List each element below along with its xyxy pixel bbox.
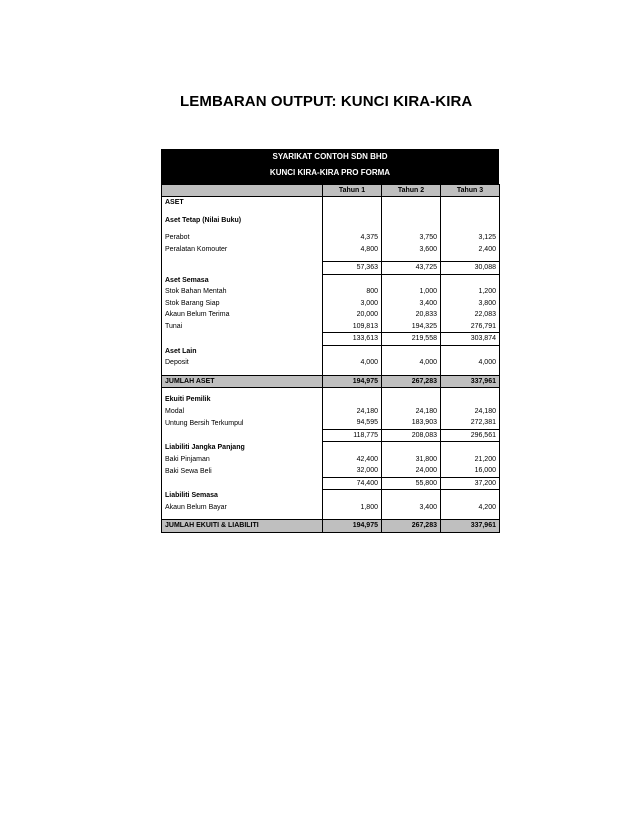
value-year-2: 3,400 — [382, 298, 441, 310]
line-item-row — [162, 244, 500, 256]
line-item-row — [162, 465, 500, 477]
value-year-1 — [323, 490, 382, 502]
row-label: Ekuiti Pemilik — [162, 394, 323, 406]
line-item-row — [162, 286, 500, 298]
value-year-1: 4,800 — [323, 244, 382, 256]
line-item-row — [162, 298, 500, 310]
value-year-1: 194,975 — [323, 375, 382, 388]
value-year-2 — [382, 442, 441, 454]
value-year-2: 267,283 — [382, 375, 441, 388]
value-year-3 — [441, 274, 500, 286]
row-label: JUMLAH EKUITI & LIABILITI — [162, 520, 323, 533]
row-label: Stok Barang Siap — [162, 298, 323, 310]
row-label — [162, 262, 323, 275]
value-year-1: 4,000 — [323, 357, 382, 369]
value-year-2 — [382, 345, 441, 357]
value-year-2 — [382, 394, 441, 406]
value-year-3: 21,200 — [441, 454, 500, 466]
row-label: Aset Semasa — [162, 274, 323, 286]
subtotal-row — [162, 262, 500, 275]
value-year-2 — [382, 215, 441, 227]
value-year-1 — [323, 274, 382, 286]
value-year-1 — [323, 442, 382, 454]
row-label: Aset Tetap (Nilai Buku) — [162, 215, 323, 227]
value-year-3: 4,000 — [441, 357, 500, 369]
value-year-3 — [441, 394, 500, 406]
subtotal-row — [162, 477, 500, 490]
value-year-2: 31,800 — [382, 454, 441, 466]
value-year-3 — [441, 215, 500, 227]
value-year-2: 194,325 — [382, 321, 441, 333]
column-header-year-3: Tahun 3 — [441, 185, 500, 197]
balance-sheet — [161, 149, 499, 533]
value-year-3: 37,200 — [441, 477, 500, 490]
value-year-1: 24,180 — [323, 406, 382, 418]
line-item-row — [162, 406, 500, 418]
section-heading-row — [162, 490, 500, 502]
value-year-3 — [441, 442, 500, 454]
value-year-3: 2,400 — [441, 244, 500, 256]
value-year-2: 43,725 — [382, 262, 441, 275]
section-heading-row — [162, 215, 500, 227]
value-year-1: 74,400 — [323, 477, 382, 490]
line-item-row — [162, 454, 500, 466]
section-heading-row — [162, 274, 500, 286]
value-year-1 — [323, 345, 382, 357]
row-label: Untung Bersih Terkumpul — [162, 417, 323, 429]
value-year-2: 3,750 — [382, 232, 441, 244]
value-year-3 — [441, 490, 500, 502]
value-year-2: 3,400 — [382, 502, 441, 514]
value-year-1: 109,813 — [323, 321, 382, 333]
row-label: Stok Bahan Mentah — [162, 286, 323, 298]
line-item-row — [162, 309, 500, 321]
value-year-3: 3,125 — [441, 232, 500, 244]
row-label: Liabiliti Jangka Panjang — [162, 442, 323, 454]
value-year-1: 57,363 — [323, 262, 382, 275]
company-banner — [161, 149, 499, 184]
row-label: ASET — [162, 197, 323, 209]
section-heading-row — [162, 345, 500, 357]
value-year-3: 296,561 — [441, 429, 500, 442]
value-year-3: 24,180 — [441, 406, 500, 418]
value-year-2 — [382, 274, 441, 286]
line-item-row — [162, 321, 500, 333]
value-year-3: 337,961 — [441, 375, 500, 388]
value-year-1: 133,613 — [323, 333, 382, 346]
value-year-3: 22,083 — [441, 309, 500, 321]
value-year-2: 219,558 — [382, 333, 441, 346]
row-label: Aset Lain — [162, 345, 323, 357]
row-label: Tunai — [162, 321, 323, 333]
value-year-3: 276,791 — [441, 321, 500, 333]
row-label — [162, 477, 323, 490]
statement-name: KUNCI KIRA-KIRA PRO FORMA — [269, 168, 391, 177]
value-year-3: 4,200 — [441, 502, 500, 514]
row-label: Perabot — [162, 232, 323, 244]
value-year-3: 303,874 — [441, 333, 500, 346]
value-year-1 — [323, 215, 382, 227]
row-label: Peralatan Komouter — [162, 244, 323, 256]
value-year-1: 20,000 — [323, 309, 382, 321]
row-label: Deposit — [162, 357, 323, 369]
value-year-2: 1,000 — [382, 286, 441, 298]
line-item-row — [162, 417, 500, 429]
value-year-3: 3,800 — [441, 298, 500, 310]
row-label — [162, 333, 323, 346]
value-year-2 — [382, 490, 441, 502]
value-year-2: 208,083 — [382, 429, 441, 442]
value-year-3: 16,000 — [441, 465, 500, 477]
value-year-2: 24,000 — [382, 465, 441, 477]
value-year-1: 4,375 — [323, 232, 382, 244]
column-header-row — [162, 185, 500, 197]
value-year-2: 4,000 — [382, 357, 441, 369]
value-year-2: 55,800 — [382, 477, 441, 490]
value-year-3 — [441, 345, 500, 357]
row-label: Liabiliti Semasa — [162, 490, 323, 502]
header-label-cell — [162, 185, 323, 197]
row-label: Baki Sewa Beli — [162, 465, 323, 477]
subtotal-row — [162, 333, 500, 346]
row-label: Akaun Belum Terima — [162, 309, 323, 321]
value-year-1: 1,800 — [323, 502, 382, 514]
value-year-1: 800 — [323, 286, 382, 298]
column-header-year-1: Tahun 1 — [323, 185, 382, 197]
value-year-2: 20,833 — [382, 309, 441, 321]
row-label: Modal — [162, 406, 323, 418]
line-item-row — [162, 357, 500, 369]
value-year-1: 118,775 — [323, 429, 382, 442]
row-label: Akaun Belum Bayar — [162, 502, 323, 514]
page-title: LEMBARAN OUTPUT: KUNCI KIRA-KIRA — [180, 93, 473, 110]
value-year-2: 24,180 — [382, 406, 441, 418]
total-row — [162, 375, 500, 388]
column-header-year-2: Tahun 2 — [382, 185, 441, 197]
value-year-2: 183,903 — [382, 417, 441, 429]
value-year-2: 3,600 — [382, 244, 441, 256]
value-year-3: 30,088 — [441, 262, 500, 275]
value-year-1: 3,000 — [323, 298, 382, 310]
row-label: Baki Pinjaman — [162, 454, 323, 466]
value-year-2 — [382, 197, 441, 209]
row-label — [162, 429, 323, 442]
value-year-1: 94,595 — [323, 417, 382, 429]
company-name: SYARIKAT CONTOH SDN BHD — [272, 152, 388, 161]
row-label: JUMLAH ASET — [162, 375, 323, 388]
value-year-3: 337,961 — [441, 520, 500, 533]
section-heading-row — [162, 197, 500, 209]
total-row — [162, 520, 500, 533]
value-year-3: 1,200 — [441, 286, 500, 298]
section-heading-row — [162, 442, 500, 454]
value-year-1: 194,975 — [323, 520, 382, 533]
line-item-row — [162, 232, 500, 244]
value-year-1: 32,000 — [323, 465, 382, 477]
balance-sheet-table — [161, 184, 500, 533]
section-heading-row — [162, 394, 500, 406]
subtotal-row — [162, 429, 500, 442]
value-year-1: 42,400 — [323, 454, 382, 466]
line-item-row — [162, 502, 500, 514]
value-year-1 — [323, 197, 382, 209]
value-year-2: 267,283 — [382, 520, 441, 533]
value-year-1 — [323, 394, 382, 406]
value-year-3 — [441, 197, 500, 209]
value-year-3: 272,381 — [441, 417, 500, 429]
